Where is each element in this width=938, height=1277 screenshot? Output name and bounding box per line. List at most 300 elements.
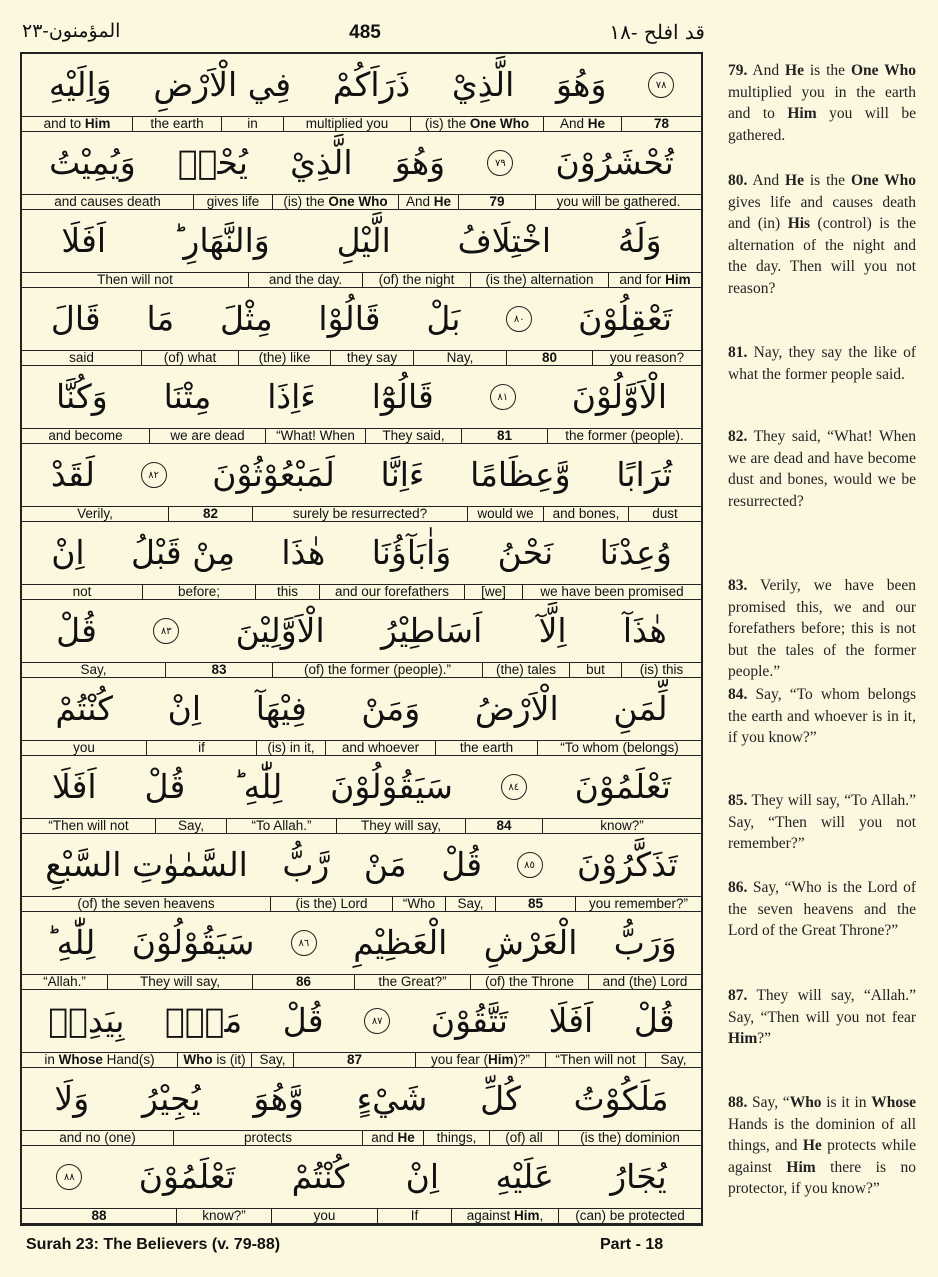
verse-row bbox=[22, 678, 701, 756]
translation-text: And bbox=[752, 62, 786, 79]
verse-translation bbox=[728, 426, 916, 512]
gloss-cell bbox=[446, 897, 496, 911]
arabic-word: اخْتِلَافُ bbox=[457, 221, 552, 260]
arabic-word: تُرَابًا bbox=[616, 455, 673, 494]
arabic-word: قُلْ bbox=[441, 845, 482, 884]
verse-number: 82. bbox=[728, 428, 748, 445]
arabic-word: مِتْنَا bbox=[163, 377, 212, 416]
page-header bbox=[0, 0, 938, 52]
gloss-cell bbox=[22, 351, 142, 365]
gloss-text: (is the) Lord bbox=[295, 897, 368, 911]
arabic-word: هٰذَآ bbox=[622, 611, 667, 650]
translation-text: there is no protector, if you know?” bbox=[728, 1158, 916, 1197]
verse-row bbox=[22, 990, 701, 1068]
gloss-text: things, bbox=[436, 1131, 477, 1145]
gloss-text: you bbox=[313, 1209, 336, 1223]
gloss-text: know?” bbox=[600, 819, 644, 833]
word-by-word-grid bbox=[20, 52, 703, 1226]
gloss-cell bbox=[337, 819, 466, 833]
arabic-word: لِلّٰهِ ؕ bbox=[233, 767, 283, 806]
translation-text: Nay, they say the like of what the former people said. bbox=[728, 344, 916, 383]
arabic-word: تَتَّقُوْنَ bbox=[430, 1001, 508, 1040]
arabic-word: الَّيْلِ bbox=[336, 221, 391, 260]
verse-translation bbox=[728, 790, 916, 855]
gloss-text: (can) be protected bbox=[575, 1209, 685, 1223]
gloss-text: the earth bbox=[150, 117, 204, 131]
gloss-text: and whoever bbox=[341, 741, 420, 755]
gloss-cell bbox=[22, 819, 156, 833]
gloss-cell bbox=[331, 351, 414, 365]
gloss-text: know?” bbox=[202, 1209, 246, 1223]
gloss-cell bbox=[471, 273, 609, 287]
translation-text: He bbox=[785, 172, 804, 189]
gloss-text: (is the) alternation bbox=[485, 273, 594, 287]
gloss-text: dust bbox=[652, 507, 678, 521]
arabic-word: سَيَقُوْلُوْنَ bbox=[330, 767, 453, 806]
ayah-number-mark: ٨٨ bbox=[56, 1164, 82, 1190]
translation-text: is the bbox=[803, 172, 851, 189]
gloss-text: Nay, bbox=[446, 351, 474, 365]
gloss-text: gives life bbox=[206, 195, 260, 209]
arabic-word: بِيَدِهٖ bbox=[48, 1001, 125, 1040]
gloss-cell bbox=[411, 117, 544, 131]
gloss-text: and our forefathers bbox=[334, 585, 450, 599]
translation-text: Him bbox=[728, 1030, 758, 1047]
translation-text: you will be gathered. bbox=[728, 105, 917, 144]
ayah-number-mark: ٨٣ bbox=[153, 618, 179, 644]
verse-row bbox=[22, 834, 701, 912]
gloss-cell bbox=[166, 663, 273, 677]
verse-translation bbox=[728, 342, 916, 385]
arabic-word: مِثْلَ bbox=[220, 299, 273, 338]
gloss-cell bbox=[143, 585, 256, 599]
gloss-text: “Then will not bbox=[555, 1053, 636, 1067]
arabic-word: عَلَيْهِ bbox=[495, 1157, 554, 1196]
translation-text: Hands is the dominion of all things, and bbox=[728, 1115, 916, 1154]
gloss-cell bbox=[156, 819, 227, 833]
arabic-word: كُنْتُمْ bbox=[55, 689, 113, 728]
gloss-cell bbox=[490, 1131, 559, 1145]
arabic-line bbox=[22, 522, 701, 584]
gloss-text: if bbox=[198, 741, 205, 755]
gloss-text: we are dead bbox=[170, 429, 245, 443]
gloss-cell bbox=[194, 195, 273, 209]
gloss-cell bbox=[271, 897, 393, 911]
arabic-line bbox=[22, 54, 701, 116]
gloss-text: the earth bbox=[459, 741, 514, 755]
gloss-text: and bbox=[371, 1131, 398, 1145]
gloss-text: Say, bbox=[457, 897, 484, 911]
translation-text: is the bbox=[803, 62, 851, 79]
arabic-word: لِلّٰهِ ؕ bbox=[46, 923, 96, 962]
translation-text: And bbox=[752, 172, 786, 189]
translation-text: His bbox=[787, 215, 811, 232]
gloss-cell bbox=[249, 273, 363, 287]
arabic-word: قَالَ bbox=[50, 299, 101, 338]
gloss-text: and bones, bbox=[552, 507, 620, 521]
gloss-text: this bbox=[276, 585, 298, 599]
arabic-line bbox=[22, 990, 701, 1052]
gloss-text: Him bbox=[84, 117, 111, 131]
gloss-text: They will say, bbox=[360, 819, 442, 833]
verse-number: 79. bbox=[728, 62, 748, 79]
arabic-word: وَيُمِيْتُ bbox=[49, 143, 136, 182]
ayah-number-mark: ٨١ bbox=[490, 384, 516, 410]
arabic-word: رَّبُّ bbox=[282, 845, 330, 884]
gloss-cell bbox=[273, 663, 483, 677]
gloss-text: 85 bbox=[527, 897, 544, 911]
verse-row bbox=[22, 1068, 701, 1146]
part-footer: Part - 18 bbox=[600, 1236, 664, 1253]
arabic-line bbox=[22, 288, 701, 350]
arabic-word: مَلَكُوْتُ bbox=[573, 1079, 669, 1118]
gloss-text: He bbox=[433, 195, 452, 209]
gloss-text: (is) the bbox=[283, 195, 329, 209]
gloss-text: in bbox=[44, 1053, 59, 1067]
gloss-text: One Who bbox=[469, 117, 530, 131]
english-gloss-line bbox=[22, 1130, 701, 1146]
gloss-cell bbox=[22, 117, 133, 131]
gloss-text: (is) this bbox=[639, 663, 684, 677]
gloss-cell bbox=[609, 273, 701, 287]
verse-row bbox=[22, 444, 701, 522]
gloss-text: 82 bbox=[202, 507, 219, 521]
arabic-line bbox=[22, 678, 701, 740]
gloss-text: Verily, bbox=[77, 507, 113, 521]
gloss-text: One Who bbox=[328, 195, 388, 209]
english-gloss-line bbox=[22, 662, 701, 678]
arabic-word: تَعْلَمُوْنَ bbox=[574, 767, 671, 806]
english-gloss-line bbox=[22, 896, 701, 912]
gloss-text: you reason? bbox=[609, 351, 685, 365]
translation-text: They will say, “Allah.” Say, “Then will you not fear bbox=[728, 987, 916, 1026]
gloss-cell bbox=[536, 195, 701, 209]
ayah-number-mark: ٧٨ bbox=[648, 72, 674, 98]
gloss-cell bbox=[459, 195, 536, 209]
gloss-cell bbox=[22, 663, 166, 677]
gloss-cell bbox=[589, 975, 701, 989]
gloss-cell bbox=[108, 975, 253, 989]
ayah-number-mark: ٨٢ bbox=[141, 462, 167, 488]
gloss-text: multiplied you bbox=[305, 117, 389, 131]
gloss-text: (of) the night bbox=[378, 273, 455, 287]
gloss-text: They said, bbox=[382, 429, 445, 443]
arabic-word: مَنْ bbox=[363, 845, 407, 884]
gloss-cell bbox=[543, 819, 701, 833]
arabic-word: تَعْلَمُوْنَ bbox=[138, 1157, 236, 1196]
translation-text: They will say, “To Allah.” Say, “Then will you not remember?” bbox=[728, 792, 916, 852]
verse-number: 86. bbox=[728, 879, 748, 896]
arabic-line bbox=[22, 1146, 701, 1208]
english-gloss-line bbox=[22, 974, 701, 990]
gloss-cell bbox=[436, 741, 538, 755]
english-gloss-line bbox=[22, 818, 701, 834]
gloss-text: 88 bbox=[91, 1209, 107, 1223]
translation-text: He bbox=[785, 62, 804, 79]
english-gloss-line bbox=[22, 350, 701, 366]
gloss-cell bbox=[544, 507, 629, 521]
arabic-word: الْاَرْضُ bbox=[474, 689, 559, 728]
verse-row bbox=[22, 366, 701, 444]
translation-text: Verily, we have been promised this, we and our forefathers before; this is not but the tales of the former people.” bbox=[728, 577, 916, 680]
gloss-cell bbox=[466, 819, 543, 833]
arabic-line bbox=[22, 132, 701, 194]
gloss-text: 80 bbox=[541, 351, 558, 365]
gloss-text: Say, bbox=[660, 1053, 687, 1067]
gloss-text: (the) like bbox=[258, 351, 311, 365]
gloss-text: (of) all bbox=[505, 1131, 543, 1145]
arabic-word: تَذَكَّرُوْنَ bbox=[577, 845, 678, 884]
arabic-word: لَمَبْعُوْثُوْنَ bbox=[212, 455, 335, 494]
translation-text: (control) is the alternation of the night and the day. Then will you not reason? bbox=[728, 215, 916, 297]
translation-text: Him bbox=[786, 1158, 816, 1176]
gloss-text: and no (one) bbox=[59, 1131, 136, 1145]
arabic-word: فِي الْاَرْضِ bbox=[153, 65, 291, 104]
arabic-line bbox=[22, 912, 701, 974]
verse-number: 85. bbox=[728, 792, 748, 809]
arabic-line bbox=[22, 210, 701, 272]
gloss-text: would we bbox=[477, 507, 534, 521]
arabic-word: يُجِيْرُ bbox=[141, 1079, 201, 1118]
arabic-word: فِيْهَآ bbox=[255, 689, 307, 728]
gloss-cell bbox=[646, 1053, 701, 1067]
english-gloss-line bbox=[22, 740, 701, 756]
gloss-text: Say, bbox=[80, 663, 107, 677]
verse-row bbox=[22, 756, 701, 834]
gloss-text: (of) the seven heavens bbox=[77, 897, 215, 911]
arabic-line bbox=[22, 756, 701, 818]
gloss-cell bbox=[471, 975, 589, 989]
arabic-word: مَا bbox=[146, 299, 175, 338]
gloss-text: Him bbox=[514, 1209, 540, 1223]
arabic-word: لِّمَنِ bbox=[613, 689, 668, 728]
gloss-text: (of) the Throne bbox=[484, 975, 575, 989]
gloss-cell bbox=[22, 897, 271, 911]
arabic-line bbox=[22, 366, 701, 428]
gloss-cell bbox=[257, 741, 326, 755]
arabic-word: الْعَرْشِ bbox=[483, 923, 578, 962]
gloss-cell bbox=[483, 663, 570, 677]
gloss-text: “To whom (belongs) bbox=[560, 741, 679, 755]
arabic-word: ذَرَاَكُمْ bbox=[332, 65, 411, 104]
arabic-word: قُلْ bbox=[56, 611, 97, 650]
translation-text: Whose bbox=[871, 1094, 916, 1111]
arabic-word: الَّذِيْ bbox=[451, 65, 515, 104]
translation-text: is it in bbox=[821, 1094, 872, 1111]
arabic-word: ءَاِنَّا bbox=[380, 455, 425, 494]
arabic-word: لَقَدْ bbox=[50, 455, 95, 494]
gloss-cell bbox=[133, 117, 222, 131]
gloss-text: “Then will not bbox=[48, 819, 129, 833]
gloss-text: (the) tales bbox=[495, 663, 557, 677]
arabic-word: اِنْ bbox=[51, 533, 85, 572]
arabic-word: يُحْيٖ bbox=[177, 143, 248, 182]
arabic-word: قُلْ bbox=[282, 1001, 324, 1040]
english-gloss-line bbox=[22, 1208, 701, 1224]
ayah-number-mark: ٨٤ bbox=[501, 774, 527, 800]
arabic-word: اِنْ bbox=[405, 1157, 440, 1196]
gloss-cell bbox=[559, 1131, 701, 1145]
gloss-cell bbox=[416, 1053, 546, 1067]
english-gloss-line bbox=[22, 194, 701, 210]
gloss-cell bbox=[378, 1209, 452, 1223]
gloss-cell bbox=[22, 273, 249, 287]
english-gloss-line bbox=[22, 1052, 701, 1068]
ayah-number-mark: ٨٠ bbox=[506, 306, 532, 332]
gloss-text: before; bbox=[177, 585, 221, 599]
arabic-word: سَيَقُوْلُوْنَ bbox=[131, 923, 255, 962]
arabic-word: اَفَلَا bbox=[548, 1001, 594, 1040]
gloss-cell bbox=[523, 585, 701, 599]
gloss-text: we have been promised bbox=[540, 585, 684, 599]
english-gloss-line bbox=[22, 506, 701, 522]
arabic-word: الْاَوَّلُوْنَ bbox=[571, 377, 667, 416]
arabic-word: وُعِدْنَا bbox=[599, 533, 672, 572]
ayah-number-mark: ٨٧ bbox=[364, 1008, 390, 1034]
ayah-number-mark: ٧٩ bbox=[487, 150, 513, 176]
gloss-text: you remember?” bbox=[588, 897, 689, 911]
gloss-text: 84 bbox=[496, 819, 512, 833]
arabic-word: يُجَارُ bbox=[610, 1157, 667, 1196]
arabic-word: وَّعِظَامًا bbox=[470, 455, 571, 494]
verse-translation bbox=[728, 877, 916, 942]
gloss-cell bbox=[256, 585, 320, 599]
arabic-word: الْاَوَّلِيْنَ bbox=[235, 611, 325, 650]
gloss-text: and (the) Lord bbox=[602, 975, 688, 989]
gloss-text: surely be resurrected? bbox=[292, 507, 428, 521]
gloss-cell bbox=[22, 975, 108, 989]
arabic-word: قَالُوْٓا bbox=[371, 377, 434, 416]
arabic-word: هٰذَا bbox=[281, 533, 326, 572]
page-footer bbox=[0, 1232, 938, 1262]
gloss-text: and become bbox=[48, 429, 123, 443]
gloss-cell bbox=[548, 429, 701, 443]
arabic-word: كُنْتُمْ bbox=[291, 1157, 350, 1196]
gloss-cell bbox=[266, 429, 366, 443]
translation-text: They said, “What! When we are dead and have become dust and bones, would we be resurrected? bbox=[728, 428, 916, 510]
gloss-text: protects bbox=[243, 1131, 293, 1145]
arabic-word: السَّمٰوٰتِ السَّبْعِ bbox=[45, 845, 248, 884]
gloss-cell bbox=[465, 585, 523, 599]
gloss-cell bbox=[452, 1209, 559, 1223]
gloss-text: is (it) bbox=[212, 1053, 246, 1067]
arabic-word: قُلْ bbox=[144, 767, 186, 806]
gloss-cell bbox=[414, 351, 507, 365]
arabic-word: تُحْشَرُوْنَ bbox=[555, 143, 674, 182]
gloss-cell bbox=[253, 975, 355, 989]
gloss-cell bbox=[150, 429, 266, 443]
gloss-cell bbox=[366, 429, 462, 443]
gloss-text: (is the) dominion bbox=[580, 1131, 680, 1145]
arabic-line bbox=[22, 600, 701, 662]
gloss-text: not bbox=[72, 585, 92, 599]
arabic-word: قُلْ bbox=[633, 1001, 675, 1040]
arabic-word: مَنْۢ bbox=[165, 1001, 243, 1040]
gloss-cell bbox=[507, 351, 593, 365]
gloss-cell bbox=[178, 1053, 252, 1067]
surah-header: المؤمنون-٢٣ bbox=[22, 20, 121, 42]
gloss-cell bbox=[294, 1053, 416, 1067]
gloss-cell bbox=[177, 1209, 272, 1223]
gloss-cell bbox=[629, 507, 701, 521]
arabic-line bbox=[22, 834, 701, 896]
verse-number: 80. bbox=[728, 172, 748, 189]
arabic-word: الَّذِيْ bbox=[290, 143, 353, 182]
gloss-cell bbox=[227, 819, 337, 833]
gloss-cell bbox=[22, 1209, 177, 1223]
verse-number: 83. bbox=[728, 577, 748, 594]
gloss-text: the Great?” bbox=[378, 975, 447, 989]
gloss-cell bbox=[622, 663, 701, 677]
verse-number: 81. bbox=[728, 344, 748, 361]
gloss-text: 79 bbox=[489, 195, 505, 209]
gloss-cell bbox=[393, 897, 446, 911]
gloss-text: Him bbox=[665, 273, 691, 287]
arabic-word: وَهُوَ bbox=[394, 143, 446, 182]
gloss-text: against bbox=[466, 1209, 514, 1223]
verse-translation bbox=[728, 684, 916, 749]
arabic-word: وَكُنَّا bbox=[55, 377, 108, 416]
arabic-word: اِنْ bbox=[167, 689, 202, 728]
verse-translation bbox=[728, 985, 916, 1050]
gloss-cell bbox=[147, 741, 257, 755]
gloss-text: and to bbox=[43, 117, 85, 131]
gloss-cell bbox=[576, 897, 701, 911]
gloss-text: “To Allah.” bbox=[251, 819, 312, 833]
arabic-word: وَهُوَ bbox=[556, 65, 607, 104]
gloss-text: Him bbox=[488, 1053, 514, 1067]
gloss-cell bbox=[326, 741, 436, 755]
gloss-cell bbox=[22, 507, 169, 521]
translation-text: Who bbox=[789, 1094, 822, 1111]
gloss-cell bbox=[544, 117, 622, 131]
gloss-cell bbox=[462, 429, 548, 443]
gloss-cell bbox=[174, 1131, 363, 1145]
gloss-text: (of) the former (people).” bbox=[303, 663, 452, 677]
arabic-word: وَاِلَيْهِ bbox=[48, 65, 112, 104]
gloss-cell bbox=[252, 1053, 294, 1067]
gloss-text: you bbox=[73, 741, 95, 755]
verse-row bbox=[22, 132, 701, 210]
translation-text: Say, “To whom belongs the earth and whoever is in it, if you know?” bbox=[728, 686, 917, 746]
arabic-word: وَّهُوَ bbox=[253, 1079, 304, 1118]
gloss-cell bbox=[363, 1131, 424, 1145]
arabic-word: وَاٰبَآؤُنَا bbox=[371, 533, 452, 572]
translation-text: He bbox=[802, 1137, 822, 1154]
gloss-cell bbox=[424, 1131, 490, 1145]
gloss-text: And bbox=[559, 117, 588, 131]
gloss-cell bbox=[559, 1209, 701, 1223]
gloss-text: “Who bbox=[402, 897, 436, 911]
gloss-cell bbox=[622, 117, 701, 131]
verse-translation bbox=[728, 170, 916, 299]
translation-text: One Who bbox=[850, 62, 916, 79]
gloss-text: Say, bbox=[177, 819, 204, 833]
gloss-cell bbox=[272, 1209, 378, 1223]
gloss-text: (of) what bbox=[163, 351, 217, 365]
arabic-word: قَالُوْا bbox=[318, 299, 381, 338]
gloss-text: you will be gathered. bbox=[556, 195, 681, 209]
arabic-word: تَعْقِلُوْنَ bbox=[578, 299, 673, 338]
verse-number: 84. bbox=[728, 686, 748, 703]
english-gloss-line bbox=[22, 116, 701, 132]
gloss-text: 86 bbox=[295, 975, 312, 989]
ayah-number-mark: ٨٦ bbox=[291, 930, 317, 956]
translation-text: Say, “ bbox=[752, 1094, 790, 1111]
gloss-cell bbox=[546, 1053, 646, 1067]
gloss-text: Whose bbox=[58, 1053, 103, 1067]
gloss-text: (is) in it, bbox=[267, 741, 315, 755]
